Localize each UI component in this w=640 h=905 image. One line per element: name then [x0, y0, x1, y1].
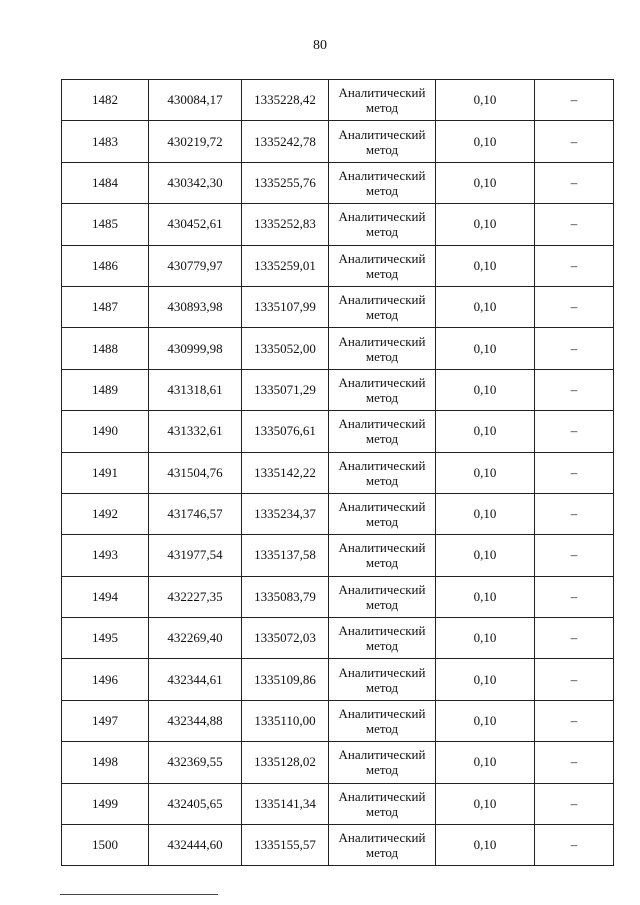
coordinate-y-cell: 1335234,37: [242, 493, 329, 534]
method-cell: [329, 493, 436, 534]
coordinate-y-cell: 1335109,86: [242, 659, 329, 700]
point-number-cell: 1495: [62, 618, 149, 659]
table-row: [62, 286, 614, 327]
accuracy-cell: 0,10: [436, 700, 535, 741]
note-cell: –: [535, 535, 614, 576]
coordinate-x-cell: 431746,57: [149, 493, 242, 534]
method-cell: [329, 700, 436, 741]
accuracy-cell: 0,10: [436, 742, 535, 783]
point-number-cell: 1494: [62, 576, 149, 617]
table-row: [62, 493, 614, 534]
accuracy-cell: 0,10: [436, 204, 535, 245]
method-line-2: метод: [365, 224, 399, 240]
method-line-2: метод: [365, 389, 399, 405]
method-line-2: метод: [365, 307, 399, 323]
method-line-2: метод: [365, 803, 399, 819]
coordinate-x-cell: 432444,60: [149, 825, 242, 866]
method-cell: [329, 452, 436, 493]
coordinate-y-cell: 1335242,78: [242, 121, 329, 162]
coordinate-y-cell: 1335052,00: [242, 328, 329, 369]
method-cell: [329, 618, 436, 659]
method-line-2: метод: [365, 721, 399, 737]
coordinate-y-cell: 1335255,76: [242, 162, 329, 203]
coordinate-y-cell: 1335142,22: [242, 452, 329, 493]
method-cell: [329, 825, 436, 866]
point-number-cell: 1493: [62, 535, 149, 576]
point-number-cell: 1487: [62, 286, 149, 327]
table-row: [62, 659, 614, 700]
method-line-2: метод: [365, 265, 399, 281]
method-line-1: Аналитический: [338, 540, 426, 556]
method-line-1: Аналитический: [338, 788, 426, 804]
point-number-cell: 1483: [62, 121, 149, 162]
coordinate-y-cell: 1335252,83: [242, 204, 329, 245]
point-number-cell: 1485: [62, 204, 149, 245]
method-line-2: метод: [365, 514, 399, 530]
point-number-cell: 1496: [62, 659, 149, 700]
coordinate-y-cell: 1335228,42: [242, 80, 329, 121]
method-cell: [329, 742, 436, 783]
note-cell: –: [535, 452, 614, 493]
coordinate-y-cell: 1335072,03: [242, 618, 329, 659]
note-cell: –: [535, 659, 614, 700]
coordinate-y-cell: 1335071,29: [242, 369, 329, 410]
coordinates-table-body: [62, 80, 614, 866]
note-cell: –: [535, 493, 614, 534]
method-line-2: метод: [365, 638, 399, 654]
coordinate-x-cell: 431504,76: [149, 452, 242, 493]
coordinate-x-cell: 430452,61: [149, 204, 242, 245]
coordinate-x-cell: 432269,40: [149, 618, 242, 659]
note-cell: –: [535, 825, 614, 866]
table-row: [62, 162, 614, 203]
coordinate-x-cell: 431318,61: [149, 369, 242, 410]
note-cell: –: [535, 618, 614, 659]
method-line-1: Аналитический: [338, 333, 426, 349]
coordinate-y-cell: 1335110,00: [242, 700, 329, 741]
point-number-cell: 1488: [62, 328, 149, 369]
coordinate-x-cell: 431977,54: [149, 535, 242, 576]
table-row: [62, 121, 614, 162]
coordinate-x-cell: 431332,61: [149, 411, 242, 452]
coordinate-y-cell: 1335259,01: [242, 245, 329, 286]
method-line-2: метод: [365, 100, 399, 116]
accuracy-cell: 0,10: [436, 80, 535, 121]
table-row: [62, 700, 614, 741]
accuracy-cell: 0,10: [436, 245, 535, 286]
coordinate-x-cell: 430342,30: [149, 162, 242, 203]
point-number-cell: 1486: [62, 245, 149, 286]
method-cell: [329, 286, 436, 327]
method-line-1: Аналитический: [338, 623, 426, 639]
coordinate-y-cell: 1335076,61: [242, 411, 329, 452]
point-number-cell: 1490: [62, 411, 149, 452]
coordinate-x-cell: 432369,55: [149, 742, 242, 783]
accuracy-cell: 0,10: [436, 452, 535, 493]
table-row: [62, 535, 614, 576]
table-row: [62, 369, 614, 410]
point-number-cell: 1491: [62, 452, 149, 493]
method-cell: [329, 245, 436, 286]
accuracy-cell: 0,10: [436, 121, 535, 162]
note-cell: –: [535, 162, 614, 203]
coordinate-x-cell: 430084,17: [149, 80, 242, 121]
method-line-2: метод: [365, 182, 399, 198]
method-cell: [329, 80, 436, 121]
note-cell: –: [535, 204, 614, 245]
method-cell: [329, 659, 436, 700]
accuracy-cell: 0,10: [436, 825, 535, 866]
point-number-cell: 1492: [62, 493, 149, 534]
table-row: [62, 618, 614, 659]
coordinates-table: [61, 79, 614, 866]
method-line-1: Аналитический: [338, 250, 426, 266]
method-line-2: метод: [365, 472, 399, 488]
table-row: [62, 411, 614, 452]
method-cell: [329, 162, 436, 203]
method-line-1: Аналитический: [338, 209, 426, 225]
coordinate-y-cell: 1335128,02: [242, 742, 329, 783]
coordinate-y-cell: 1335083,79: [242, 576, 329, 617]
note-cell: –: [535, 328, 614, 369]
point-number-cell: 1489: [62, 369, 149, 410]
method-line-1: Аналитический: [338, 706, 426, 722]
table-row: [62, 245, 614, 286]
accuracy-cell: 0,10: [436, 659, 535, 700]
note-cell: –: [535, 80, 614, 121]
accuracy-cell: 0,10: [436, 162, 535, 203]
method-line-2: метод: [365, 845, 399, 861]
coordinate-x-cell: 432344,88: [149, 700, 242, 741]
accuracy-cell: 0,10: [436, 576, 535, 617]
method-line-1: Аналитический: [338, 499, 426, 515]
table-row: [62, 452, 614, 493]
coordinate-y-cell: 1335137,58: [242, 535, 329, 576]
accuracy-cell: 0,10: [436, 493, 535, 534]
method-line-1: Аналитический: [338, 292, 426, 308]
point-number-cell: 1499: [62, 783, 149, 824]
note-cell: –: [535, 700, 614, 741]
accuracy-cell: 0,10: [436, 618, 535, 659]
table-row: [62, 576, 614, 617]
method-cell: [329, 535, 436, 576]
coordinate-y-cell: 1335107,99: [242, 286, 329, 327]
method-cell: [329, 204, 436, 245]
note-cell: –: [535, 742, 614, 783]
accuracy-cell: 0,10: [436, 369, 535, 410]
accuracy-cell: 0,10: [436, 783, 535, 824]
table-row: [62, 783, 614, 824]
note-cell: –: [535, 411, 614, 452]
method-line-2: метод: [365, 679, 399, 695]
method-line-1: Аналитический: [338, 747, 426, 763]
accuracy-cell: 0,10: [436, 411, 535, 452]
method-line-1: Аналитический: [338, 85, 426, 101]
point-number-cell: 1497: [62, 700, 149, 741]
accuracy-cell: 0,10: [436, 286, 535, 327]
method-line-1: Аналитический: [338, 830, 426, 846]
accuracy-cell: 0,10: [436, 535, 535, 576]
method-line-1: Аналитический: [338, 126, 426, 142]
method-line-1: Аналитический: [338, 581, 426, 597]
table-row: [62, 204, 614, 245]
method-line-2: метод: [365, 762, 399, 778]
table-row: [62, 742, 614, 783]
method-line-1: Аналитический: [338, 167, 426, 183]
table-row: [62, 825, 614, 866]
coordinate-x-cell: 432405,65: [149, 783, 242, 824]
point-number-cell: 1484: [62, 162, 149, 203]
note-cell: –: [535, 121, 614, 162]
coordinate-x-cell: 430893,98: [149, 286, 242, 327]
method-line-1: Аналитический: [338, 664, 426, 680]
method-cell: [329, 369, 436, 410]
note-cell: –: [535, 576, 614, 617]
method-line-1: Аналитический: [338, 416, 426, 432]
method-line-1: Аналитический: [338, 374, 426, 390]
note-cell: –: [535, 369, 614, 410]
note-cell: –: [535, 286, 614, 327]
method-line-2: метод: [365, 348, 399, 364]
table-row: [62, 328, 614, 369]
method-line-2: метод: [365, 141, 399, 157]
method-line-2: метод: [365, 431, 399, 447]
method-cell: [329, 576, 436, 617]
coordinate-x-cell: 430999,98: [149, 328, 242, 369]
coordinate-x-cell: 432344,61: [149, 659, 242, 700]
point-number-cell: 1498: [62, 742, 149, 783]
method-cell: [329, 411, 436, 452]
method-cell: [329, 328, 436, 369]
note-cell: –: [535, 783, 614, 824]
coordinate-y-cell: 1335155,57: [242, 825, 329, 866]
method-cell: [329, 121, 436, 162]
note-cell: –: [535, 245, 614, 286]
method-line-2: метод: [365, 555, 399, 571]
method-cell: [329, 783, 436, 824]
method-line-2: метод: [365, 596, 399, 612]
coordinate-y-cell: 1335141,34: [242, 783, 329, 824]
coordinate-x-cell: 430779,97: [149, 245, 242, 286]
coordinate-x-cell: 430219,72: [149, 121, 242, 162]
table-row: [62, 80, 614, 121]
coordinate-x-cell: 432227,35: [149, 576, 242, 617]
accuracy-cell: 0,10: [436, 328, 535, 369]
footnote-divider: [60, 894, 218, 895]
point-number-cell: 1500: [62, 825, 149, 866]
page-number: 80: [313, 38, 327, 53]
point-number-cell: 1482: [62, 80, 149, 121]
method-line-1: Аналитический: [338, 457, 426, 473]
